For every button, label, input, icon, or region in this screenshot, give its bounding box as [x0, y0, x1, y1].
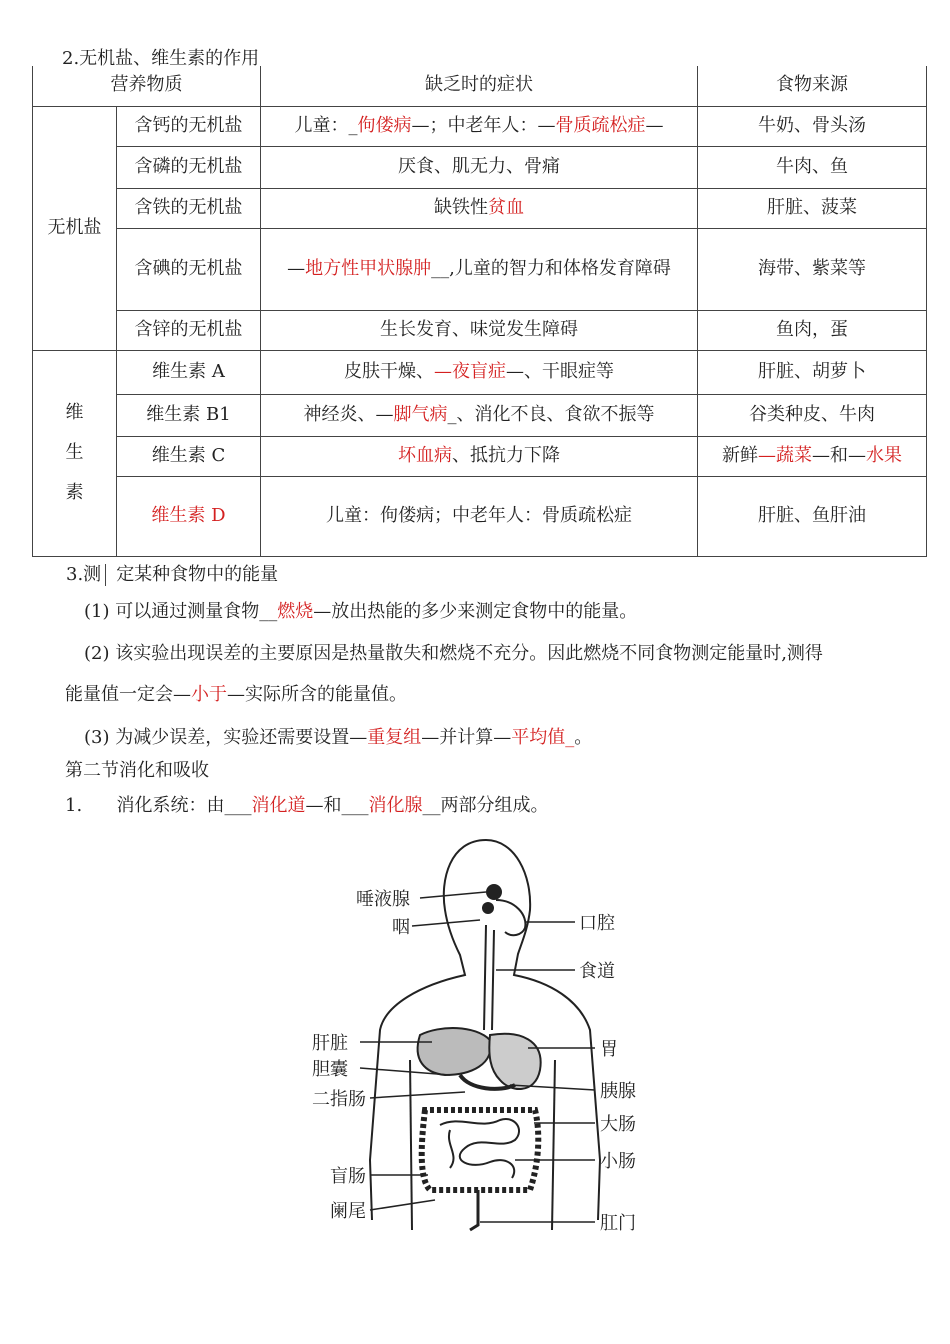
- row-name: 维生素 C: [117, 436, 261, 476]
- row-name: 含铁的无机盐: [117, 188, 261, 228]
- section3-number: 3.测: [66, 564, 102, 585]
- label-anus: 肛门: [600, 1213, 636, 1234]
- text-segment: 神经炎、—: [303, 403, 394, 425]
- nutrient-table: [32, 66, 927, 557]
- row-symptom: [261, 350, 698, 394]
- label-salivary: 唾液腺: [356, 889, 410, 910]
- small-intestine-icon: [440, 1119, 519, 1178]
- chapter-title: 第二节消化和吸收: [65, 760, 209, 781]
- text-segment: 肝脏、胡萝卜: [758, 360, 866, 382]
- row-name: 维生素 D: [117, 476, 261, 556]
- header-source: 食物来源: [698, 66, 927, 106]
- section3-text: 定某种食物中的能量: [116, 564, 279, 585]
- row-symptom: [261, 310, 698, 350]
- label-pancreas: 胰腺: [600, 1081, 636, 1102]
- vitamin-char: 生: [65, 442, 84, 463]
- label-cecum: 盲肠: [330, 1166, 366, 1187]
- text-segment: 、抵抗力下降: [452, 444, 560, 466]
- header-nutrient: 营养物质: [33, 66, 261, 106]
- row-source: [698, 350, 927, 394]
- text-segment: —实际所含的能量值。: [227, 684, 407, 705]
- row-source: [698, 106, 927, 146]
- row-source: [698, 146, 927, 188]
- text-segment: 鱼肉，蛋: [776, 318, 848, 340]
- row-symptom: [261, 394, 698, 436]
- text-segment: —: [287, 258, 306, 279]
- text-segment: 生长发育、味觉发生障碍: [380, 318, 578, 340]
- label-gallbladder: 胆囊: [312, 1059, 348, 1080]
- text-segment: 儿童：_: [294, 114, 358, 136]
- answer-text: 脚气病: [393, 403, 448, 425]
- text-segment: (2) 该实验出现误差的主要原因是热量散失和燃烧不充分。因此燃烧不同食物测定能量时,测得: [84, 643, 823, 664]
- paragraph-3: [84, 727, 592, 749]
- table-row: [33, 436, 927, 476]
- text-segment: 。: [574, 727, 593, 748]
- row-symptom: [261, 106, 698, 146]
- text-segment: —和—: [812, 444, 866, 466]
- answer-text: 地方性甲状腺肿: [305, 258, 432, 279]
- table-header-row: [33, 66, 927, 106]
- header-symptom: 缺乏时的症状: [261, 66, 698, 106]
- answer-text: 重复组: [367, 727, 422, 748]
- label-esophagus: 食道: [579, 961, 615, 982]
- table-row: [33, 106, 927, 146]
- row-name: 维生素 B1: [117, 394, 261, 436]
- row-symptom: [261, 436, 698, 476]
- row-source: [698, 436, 927, 476]
- answer-text: 平均值_: [511, 727, 575, 748]
- text-segment: 肝脏、菠菜: [767, 196, 857, 218]
- table-row: [33, 350, 927, 394]
- row-source: [698, 310, 927, 350]
- label-stomach: 胃: [600, 1039, 618, 1060]
- text-segment: —；中老年人：—: [411, 114, 556, 136]
- text-segment: 缺铁性: [434, 196, 488, 218]
- text-segment: 海带、紫菜等: [758, 257, 866, 279]
- salivary-gland-icon: [482, 884, 502, 914]
- answer-text: 消化道: [251, 795, 306, 816]
- text-segment: __两部分组成。: [422, 795, 549, 816]
- label-mouth: 口腔: [579, 913, 615, 934]
- group-minerals: 无机盐: [33, 106, 117, 350]
- large-intestine-icon: [422, 1110, 539, 1190]
- answer-text: —夜盲症: [434, 360, 506, 382]
- answer-text: 水果: [866, 444, 902, 466]
- text-segment: 肝脏、鱼肝油: [758, 504, 866, 526]
- group-vitamins: [33, 350, 117, 556]
- row-name: 含碘的无机盐: [117, 228, 261, 310]
- text-segment: —、干眼症等: [506, 360, 614, 382]
- row-source: [698, 228, 927, 310]
- paragraph-2a: [84, 643, 823, 665]
- text-segment: 谷类种皮、牛肉: [749, 403, 875, 425]
- anus-icon: [470, 1190, 478, 1230]
- row-name: 含磷的无机盐: [117, 146, 261, 188]
- table-row: [33, 188, 927, 228]
- table-row: [33, 146, 927, 188]
- answer-text: 消化腺: [368, 795, 423, 816]
- text-segment: 皮肤干燥、: [344, 360, 434, 382]
- table-row: [33, 476, 927, 556]
- row-source: [698, 476, 927, 556]
- table-row: [33, 228, 927, 310]
- row-symptom: [261, 188, 698, 228]
- text-segment: 1. 消化系统：由___: [65, 795, 252, 816]
- row-symptom: [261, 476, 698, 556]
- text-segment: —并计算—: [421, 727, 512, 748]
- text-segment: —和___: [305, 795, 369, 816]
- row-source: [698, 188, 927, 228]
- table-row: [33, 310, 927, 350]
- text-segment: —放出热能的多少来测定食物中的能量。: [313, 601, 638, 622]
- row-source: [698, 394, 927, 436]
- label-duodenum: 二指肠: [312, 1089, 366, 1110]
- row-symptom: [261, 146, 698, 188]
- answer-text: 坏血病: [398, 444, 452, 466]
- row-name: 含锌的无机盐: [117, 310, 261, 350]
- stomach-icon: [489, 1034, 540, 1089]
- text-segment: 牛肉、鱼: [776, 155, 848, 177]
- answer-text: —蔬菜: [758, 444, 812, 466]
- label-appendix: 阑尾: [330, 1201, 366, 1222]
- text-segment: _、消化不良、食欲不振等: [447, 403, 655, 425]
- section3-title: [66, 560, 278, 586]
- text-segment: —: [645, 114, 664, 136]
- row-name: 含钙的无机盐: [117, 106, 261, 146]
- digestive-system-diagram: [300, 830, 660, 1240]
- paragraph-1: [84, 601, 637, 623]
- label-liver: 肝脏: [312, 1033, 348, 1054]
- table-row: [33, 394, 927, 436]
- answer-text: 贫血: [488, 196, 524, 218]
- vitamin-char: 素: [65, 482, 84, 503]
- text-segment: (3) 为减少误差，实验还需要设置—: [84, 727, 368, 748]
- row-symptom: [261, 228, 698, 310]
- label-pharynx: 咽: [392, 917, 410, 938]
- mouth-cavity-icon: [496, 900, 525, 935]
- label-large-intestine: 大肠: [600, 1114, 636, 1135]
- vitamin-char: 维: [65, 402, 84, 423]
- paragraph-2b: [65, 684, 407, 706]
- answer-text: 骨质疏松症: [555, 114, 646, 136]
- text-segment: 牛奶、骨头汤: [758, 114, 866, 136]
- text-segment: 能量值一定会—: [65, 684, 191, 705]
- answer-text: 燃烧: [277, 601, 314, 622]
- label-small-intestine: 小肠: [600, 1151, 636, 1172]
- answer-text: 佝偻病: [357, 114, 412, 136]
- text-segment: (1) 可以通过测量食物__: [84, 601, 278, 622]
- text-segment: __,儿童的智力和体格发育障碍: [431, 258, 671, 279]
- text-segment: 厌食、肌无力、骨痛: [398, 155, 560, 177]
- section2-title: 2.无机盐、维生素的作用: [62, 48, 260, 69]
- esophagus-icon: [484, 925, 494, 1030]
- text-segment: 新鲜: [722, 444, 758, 466]
- text-segment: 儿童：佝偻病；中老年人：骨质疏松症: [326, 504, 632, 526]
- question-1: [65, 795, 549, 817]
- row-name: 维生素 A: [117, 350, 261, 394]
- table-rule: [105, 564, 114, 586]
- answer-text: 小于: [191, 684, 227, 705]
- liver-icon: [418, 1028, 491, 1075]
